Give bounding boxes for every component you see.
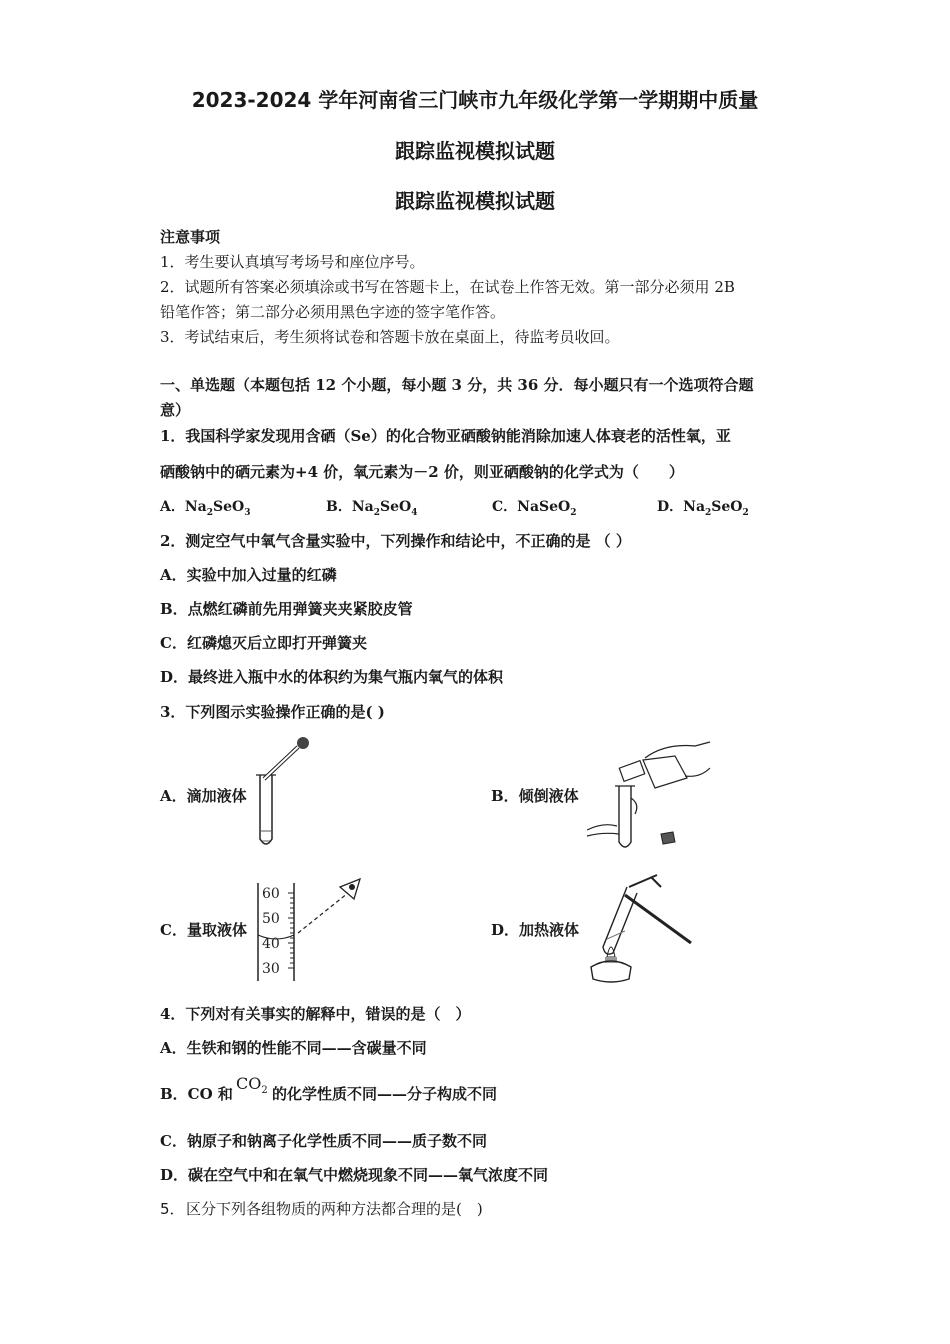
q3-stem: 3．下列图示实验操作正确的是( ): [160, 703, 385, 721]
section-1-heading-a: 一、单选题（本题包括 12 个小题，每小题 3 分，共 36 分．每小题只有一个选项符合题: [160, 376, 754, 394]
notice-heading: 注意事项: [160, 228, 221, 246]
q5-stem: 区分下列各组物质的两种方法都合理的是( ): [186, 1200, 483, 1218]
page-title-line-3: 跟踪监视模拟试题: [395, 189, 555, 213]
q1-option-c: C．NaSeO$_2$: [492, 499, 577, 518]
dropper-over-test-tube-figure: [250, 735, 320, 853]
page-title-line-2: 跟踪监视模拟试题: [395, 139, 555, 163]
q4-option-c: C．钠原子和钠离子化学性质不同——质子数不同: [160, 1132, 487, 1150]
q2-option-b: B．点燃红磷前先用弹簧夹夹紧胶皮管: [160, 600, 413, 618]
cylinder-tick-60: 60: [262, 886, 280, 902]
q4-option-a: A．生铁和钢的性能不同——含碳量不同: [160, 1039, 427, 1057]
q1-option-a: A．$Na_2SeO_3$: [160, 499, 251, 518]
cylinder-tick-40: 40: [262, 936, 280, 952]
cylinder-tick-50: 50: [262, 911, 280, 927]
q4-option-d: D．碳在空气中和在氧气中燃烧现象不同——氧气浓度不同: [160, 1166, 549, 1184]
q2-option-d: D．最终进入瓶中水的体积约为集气瓶内氧气的体积: [160, 668, 504, 686]
notice-item-2b: 铅笔作答；第二部分必须用黑色字迹的签字笔作答。: [160, 303, 506, 321]
q3-option-d-label: D．加热液体: [491, 921, 580, 939]
q3-option-c-label: C．量取液体: [160, 921, 247, 939]
q1-stem-a: 1．我国科学家发现用含硒（Se）的化合物亚硒酸钠能消除加速人体衰老的活性氧，亚: [160, 427, 731, 445]
q3-option-b-label: B．倾倒液体: [491, 787, 579, 805]
notice-item-1: 1．考生要认真填写考场号和座位序号。: [160, 253, 425, 271]
cylinder-tick-30: 30: [262, 961, 280, 977]
q4-option-b-suffix: 的化学性质不同——分子构成不同: [272, 1085, 498, 1103]
q4-option-b-co2: $CO_2$: [236, 1074, 268, 1097]
q2-option-c: C．红磷熄灭后立即打开弹簧夹: [160, 634, 367, 652]
pouring-liquid-figure: [585, 738, 715, 853]
notice-item-2a: 2．试题所有答案必须填涂或书写在答题卡上，在试卷上作答无效。第一部分必须用 2B: [160, 278, 735, 296]
q1-stem-b: 硒酸钠中的硒元素为+4 价，氧元素为－2 价，则亚硒酸钠的化学式为（ ）: [160, 463, 684, 481]
q1-option-d: D．$Na_2SeO_2$: [657, 499, 749, 518]
q5-number: 5．: [160, 1200, 185, 1218]
section-1-heading-b: 意）: [160, 401, 191, 419]
q2-stem: 2．测定空气中氧气含量实验中，下列操作和结论中，不正确的是 （ ）: [160, 532, 631, 550]
heating-liquid-figure: [585, 873, 700, 985]
q4-option-b-prefix: B．CO 和: [160, 1085, 233, 1103]
q2-option-a: A．实验中加入过量的红磷: [160, 566, 337, 584]
q3-option-a-label: A．滴加液体: [160, 787, 247, 805]
q1-option-b: B．$Na_2SeO_4$: [326, 499, 418, 518]
graduated-cylinder-figure: [250, 873, 370, 985]
page-title-line-1: 2023-2024 学年河南省三门峡市九年级化学第一学期期中质量: [191, 88, 759, 112]
q4-stem: 4．下列对有关事实的解释中，错误的是（ ）: [160, 1005, 471, 1023]
notice-item-3: 3．考试结束后，考生须将试卷和答题卡放在桌面上，待监考员收回。: [160, 328, 620, 346]
